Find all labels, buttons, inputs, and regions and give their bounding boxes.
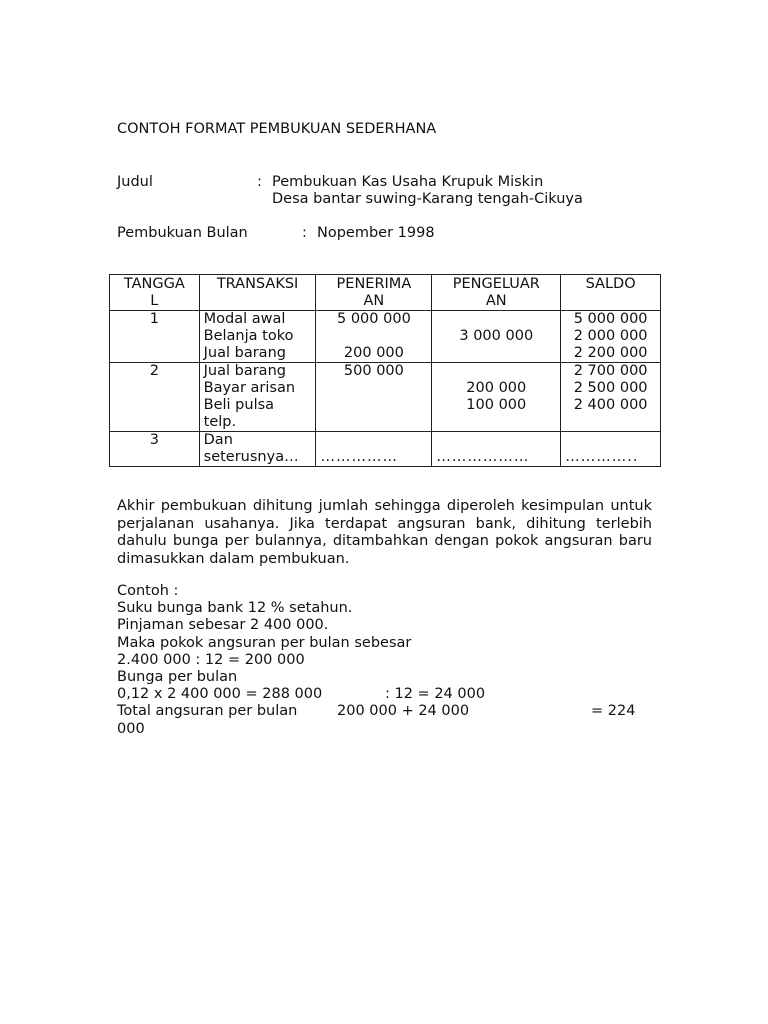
total-result: = 224 (591, 703, 636, 720)
judul-row (117, 173, 657, 209)
ledger-table (109, 274, 661, 467)
judul-value-line1: Pembukuan Kas Usaha Krupuk Miskin (272, 174, 544, 190)
example-heading: Contoh : (117, 583, 179, 599)
row1-pengeluaran: 3 000 000 (432, 311, 561, 363)
document-title: CONTOH FORMAT PEMBUKUAN SEDERHANA (117, 121, 437, 137)
row1-transactions: Modal awal Belanja toko Jual barang (199, 311, 316, 363)
interest-calc-part-b: : 12 = 24 000 (385, 686, 486, 703)
example-line-total (117, 703, 662, 720)
example-block (117, 583, 662, 738)
row3-transactions: Dan seterusnya… (199, 432, 316, 467)
ledger-header-row (110, 275, 661, 311)
total-label: Total angsuran per bulan (117, 703, 298, 720)
header-transaksi: TRANSAKSI (199, 275, 316, 311)
bulan-row (117, 224, 657, 242)
example-line-total-wrap: 000 (117, 720, 145, 737)
header-saldo: SALDO (561, 275, 661, 311)
row2-penerimaan: 500 000 (316, 363, 432, 432)
ledger-row-1 (110, 311, 661, 363)
row3-penerimaan: …………… (316, 432, 432, 467)
total-sum: 200 000 + 24 000 (337, 703, 470, 720)
summary-paragraph: Akhir pembukuan dihitung jumlah sehingga diperoleh kesimpulan untuk perjalanan usahanya. Jika terdapat angsuran bank, dihitung terlebih dahulu bunga per bulannya, ditambahkan dengan pokok angsuran baru dimasukkan dalam pembukuan. (117, 498, 652, 567)
row1-saldo: 5 000 000 2 000 000 2 200 000 (561, 311, 661, 363)
example-line-principal-label: Maka pokok angsuran per bulan sebesar (117, 634, 412, 651)
row3-date: 3 (110, 432, 200, 467)
example-line-interest-label: Bunga per bulan (117, 668, 238, 685)
bulan-label: Pembukuan Bulan (117, 225, 248, 241)
bulan-colon: : (302, 225, 307, 241)
row1-penerimaan: 5 000 000 200 000 (316, 311, 432, 363)
judul-value-line2: Desa bantar suwing-Karang tengah-Cikuya (272, 191, 583, 207)
header-penerimaan: PENERIMA AN (316, 275, 432, 311)
row3-pengeluaran: ……………… (432, 432, 561, 467)
judul-label: Judul (117, 174, 153, 190)
row3-saldo: ………….. (561, 432, 661, 467)
row2-saldo: 2 700 000 2 500 000 2 400 000 (561, 363, 661, 432)
header-pengeluaran: PENGELUAR AN (432, 275, 561, 311)
row2-transactions: Jual barang Bayar arisan Beli pulsa telp. (199, 363, 316, 432)
bulan-value: Nopember 1998 (317, 225, 435, 241)
row2-date: 2 (110, 363, 200, 432)
ledger-row-3 (110, 432, 661, 467)
ledger-row-2 (110, 363, 661, 432)
interest-calc-part-a: 0,12 x 2 400 000 = 288 000 (117, 686, 323, 703)
example-line-interest-calc (117, 686, 662, 703)
example-line-interest-rate: Suku bunga bank 12 % setahun. (117, 600, 353, 617)
example-line-loan: Pinjaman sebesar 2 400 000. (117, 617, 329, 634)
row1-date: 1 (110, 311, 200, 363)
row2-pengeluaran: 200 000 100 000 (432, 363, 561, 432)
judul-colon: : (257, 174, 262, 190)
header-tanggal: TANGGA L (110, 275, 200, 311)
example-line-principal-calc: 2.400 000 : 12 = 200 000 (117, 651, 305, 668)
